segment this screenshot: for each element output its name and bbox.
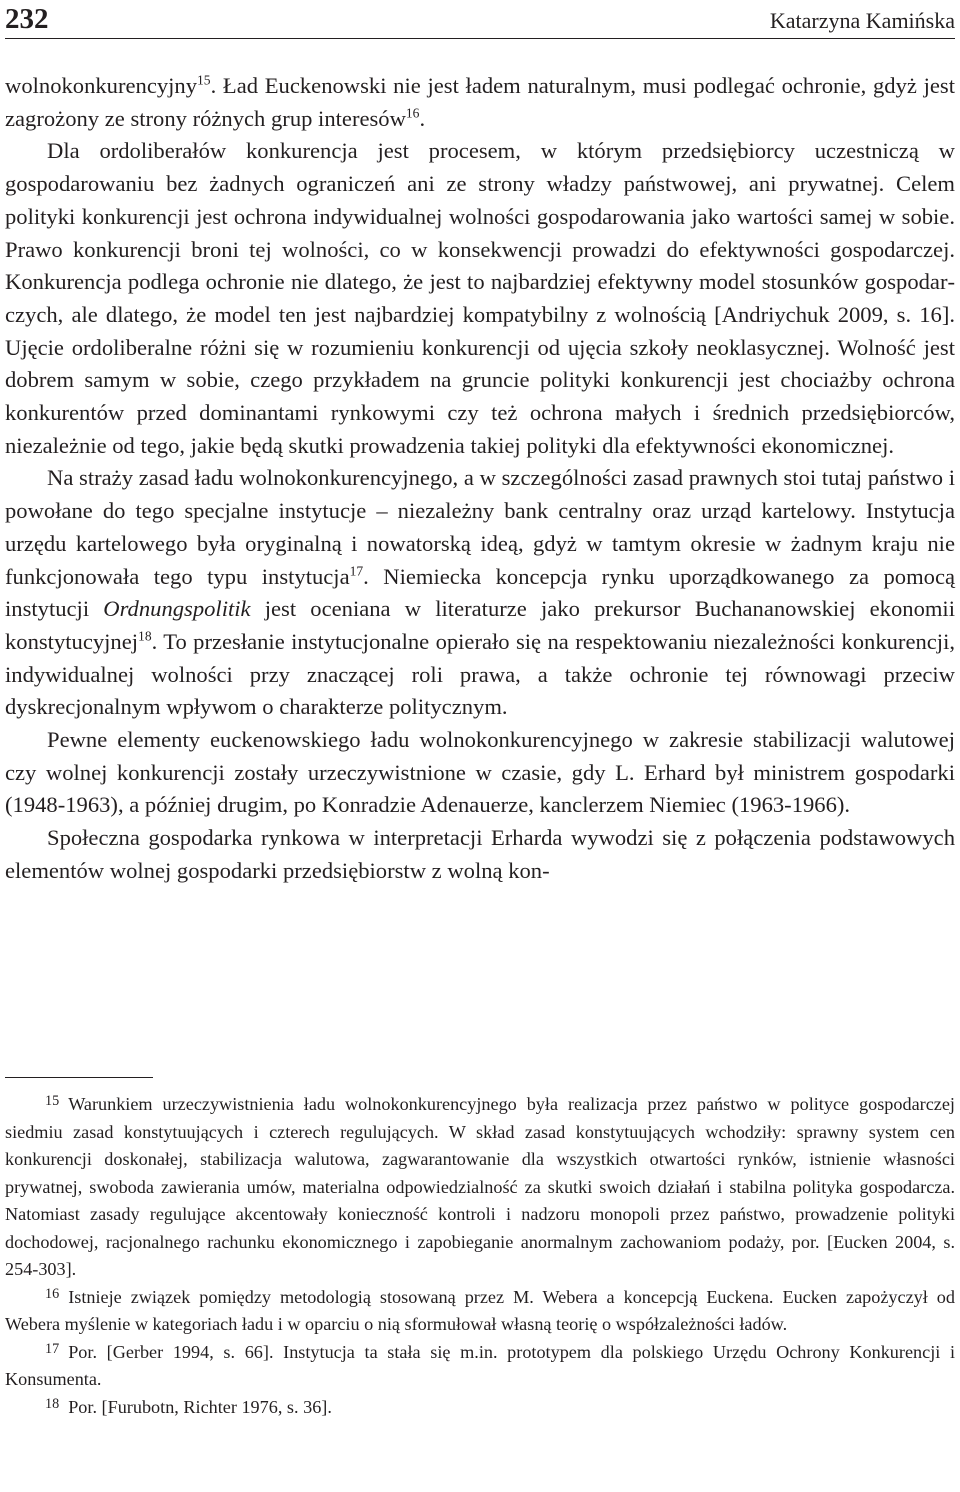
paragraph-4: Pewne elementy euckenowskiego ładu wolnokonkurencyjnego w zakresie stabilizacji walutowej czy wolnej konkurencji zostały urzeczywistnione w czasie, gdy L. Erhard był ministrem gospodarki (1948-1963), a później drugim, po Konradzie Adenauerze, kanclerzem Niemiec (1963-1966). [5,727,955,818]
footnote-ref-18[interactable]: 18 [138,628,152,644]
running-head-author: Katarzyna Kamińska [769,8,955,33]
footnote-ref-17[interactable]: 17 [349,563,364,579]
paragraph-2: Dla ordoliberałów konkurencja jest procesem, w którym przedsiębiorcy uczestniczą w gospodarowaniu bez żadnych ograniczeń ani ze strony władzy państwowej, ani prywatnej. Celem polityki konkurencji jest ochrona indywidualnej wolności gospodarowania jako wartości samej w sobie. Prawo konkurencji broni tej wolności, co w konsekwencji prowadzi do efektywności gospodarczej. Konkurencja podlega ochronie nie dlatego, że jest to najbardziej efektywny model stosunków gospodarczych, ale dlatego, że model ten jest najbardziej kompatybilny z wolnością [Andriychuk 2009, s. 16]. Ujęcie ordoliberalne różni się w rozumieniu konkurencji od ujęcia szkoły neoklasycznej. Wolność jest dobrem samym w sobie, czego przykładem na gruncie polityki konkurencji jest chociażby ochrona konkurentów przed dominantami rynkowymi czy też ochrona małych i średnich przedsiębiorców, niezależnie od tego, jakie będą skutki prowadzenia takiej polityki dla efektywności ekonomicznej. [5,138,955,458]
footnote-text: Warunkiem urzeczywistnienia ładu wolnokonkurencyjnego była realizacja przez państwo w polityce gospodarczej siedmiu zasad konstytuujących i czterech regulujących. W skład zasad konstytuujących wchodziły: sprawny system cen konkurencji doskonałej, stabilizacja walutowa, zagwarantowanie dla wszystkich otwartości rynków, istnienie własności prywatnej, swoboda zawierania umów, materialna odpowiedzialność za skutki swoich działań i stabilna polityka gospodarcza. Natomiast zasady regulujące akcentowały konieczność kontroli i nadzoru monopoli przez państwo, prowadzenie polityki dochodowej, racjonalnego rachunku ekonomicznego i zapobieganie anormalnym zachowaniom podaży, por. [Eucken 2004, s. 254-303]. [5,1094,955,1279]
paragraph-1: wolnokonkurencyjny$^{15}$. Ład Euckenowski nie jest ładem naturalnym, musi podlegać ochronie, gdyż jest zagrożony ze strony różnych grup interesów$^{16}$. [5,72,955,131]
footnote-ref-16[interactable]: 16 [405,105,420,121]
footnotes [5,1091,955,1421]
footnote-18 [5,1394,955,1422]
footnote-text: Por. [Gerber 1994, s. 66]. Instytucja ta stała się m.in. prototypem dla polskiego Urzędu Ochrony Konkurencji i Konsumenta. [5,1341,955,1389]
footnote-number: 15 [45,1093,60,1109]
footnote-15 [5,1091,955,1284]
main-text [5,70,955,888]
footnote-separator [5,1077,153,1078]
italic-term: Ordnungspolitik [103,596,251,622]
footnote-ref-15[interactable]: 15 [197,72,211,88]
footnote-text: Istnieje związek pomiędzy metodologią stosowaną przez M. Webera a koncepcją Euckena. Eucken zapożyczył od Webera myślenie w kategoriach ładu i w oparciu o nią sformułował własną teorię o współzależności ładów. [5,1286,955,1334]
footnote-16 [5,1284,955,1339]
footnote-number: 18 [45,1395,60,1412]
paragraph-5: Społeczna gospodarka rynkowa w interpretacji Erharda wywodzi się z połączenia podstawowych elementów wolnej gospodarki przedsiębiorstw z wolną kon- [5,825,955,883]
paragraph-3: Na straży zasad ładu wolnokonkurencyjnego, a w szczególności zasad prawnych stoi tutaj państwo i powołane do tego specjalne instytucje – niezależny bank centralny oraz urząd kartelowy. Instytucja urzędu kartelowego była oryginalną i nowatorską ideą, gdyż w tamtym okresie w żadnym kraju nie funkcjonowała tego typu instytucja$^{17}$. Niemiecka koncepcja rynku uporządkowanego za pomocą instytucji Ordnungspolitik jest oceniana w literaturze jako prekursor Buchananowskiej ekonomii konstytucyjnej$^{18}$. To przesłanie instytucjonalne opierało się na respektowaniu niezależności konkurencji, indywidualnej wolności przy znaczącej roli prawa, a także ochronie tej równowagi przeciw dyskrecjonalnym wpływom o charakterze politycznym. [5,465,955,720]
footnote-number: 17 [45,1340,60,1357]
footnote-number: 16 [45,1285,60,1302]
page-header [5,4,955,34]
header-rule [5,38,955,39]
footnote-text: Por. [Furubotn, Richter 1976, s. 36]. [68,1396,332,1417]
footnote-17 [5,1339,955,1394]
page-number: 232 [5,3,49,35]
